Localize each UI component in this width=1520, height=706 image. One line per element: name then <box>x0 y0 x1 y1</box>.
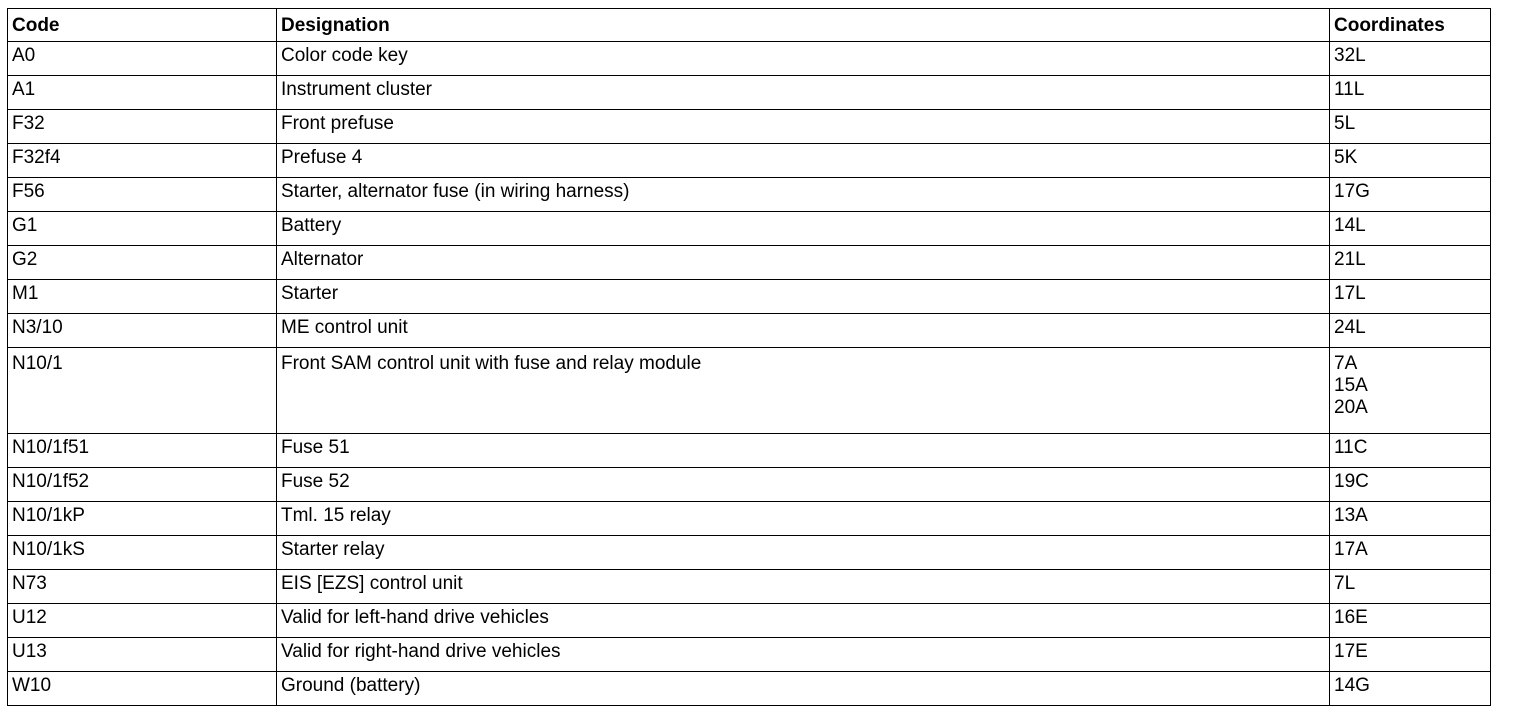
cell-coordinates <box>1330 280 1491 314</box>
header-coordinates: Coordinates <box>1330 9 1491 42</box>
coordinate-value: 32L <box>1334 45 1366 66</box>
cell-code: N10/1kS <box>8 536 277 570</box>
header-code: Code <box>8 9 277 42</box>
cell-coordinates <box>1330 672 1491 706</box>
coordinate-value: 7L <box>1334 573 1356 594</box>
coordinate-value: 19C <box>1334 471 1369 492</box>
coordinate-value: 7A <box>1334 353 1358 374</box>
cell-designation: ME control unit <box>277 314 1330 348</box>
coordinate-value: 5K <box>1334 147 1358 168</box>
cell-code: F32f4 <box>8 144 277 178</box>
component-table <box>7 8 1491 706</box>
cell-designation: Front SAM control unit with fuse and relay module <box>277 348 1330 434</box>
table-body <box>8 42 1491 706</box>
cell-code: N10/1 <box>8 348 277 434</box>
cell-coordinates <box>1330 212 1491 246</box>
cell-designation: Color code key <box>277 42 1330 76</box>
coordinate-value: 15A <box>1334 375 1368 396</box>
header-row <box>8 9 1491 42</box>
cell-code: U12 <box>8 604 277 638</box>
table-row <box>8 570 1491 604</box>
table-row <box>8 604 1491 638</box>
table-row <box>8 468 1491 502</box>
coordinate-value: 14G <box>1334 675 1370 696</box>
table-row <box>8 314 1491 348</box>
cell-code: N10/1f52 <box>8 468 277 502</box>
cell-coordinates <box>1330 468 1491 502</box>
cell-coordinates <box>1330 314 1491 348</box>
cell-coordinates <box>1330 178 1491 212</box>
coordinate-value: 17L <box>1334 283 1366 304</box>
table-row <box>8 110 1491 144</box>
table-row <box>8 434 1491 468</box>
cell-designation: EIS [EZS] control unit <box>277 570 1330 604</box>
coordinate-value: 17G <box>1334 181 1370 202</box>
coordinate-value: 16E <box>1334 607 1368 628</box>
cell-coordinates <box>1330 570 1491 604</box>
cell-coordinates <box>1330 638 1491 672</box>
cell-code: A0 <box>8 42 277 76</box>
cell-coordinates <box>1330 110 1491 144</box>
cell-designation: Fuse 52 <box>277 468 1330 502</box>
table-row <box>8 42 1491 76</box>
cell-designation: Fuse 51 <box>277 434 1330 468</box>
table-row <box>8 144 1491 178</box>
cell-coordinates <box>1330 42 1491 76</box>
coordinate-value: 5L <box>1334 113 1356 134</box>
cell-code: U13 <box>8 638 277 672</box>
cell-coordinates <box>1330 144 1491 178</box>
cell-designation: Prefuse 4 <box>277 144 1330 178</box>
coordinate-value: 17A <box>1334 539 1368 560</box>
table-row <box>8 280 1491 314</box>
cell-designation: Starter <box>277 280 1330 314</box>
cell-designation: Valid for left-hand drive vehicles <box>277 604 1330 638</box>
table-row <box>8 212 1491 246</box>
cell-code: N3/10 <box>8 314 277 348</box>
cell-coordinates <box>1330 536 1491 570</box>
coordinate-value: 11L <box>1334 79 1365 100</box>
table-row <box>8 502 1491 536</box>
cell-coordinates <box>1330 76 1491 110</box>
cell-designation: Ground (battery) <box>277 672 1330 706</box>
cell-coordinates <box>1330 348 1491 434</box>
cell-coordinates <box>1330 434 1491 468</box>
cell-designation: Battery <box>277 212 1330 246</box>
coordinate-value: 21L <box>1334 249 1366 270</box>
cell-code: N73 <box>8 570 277 604</box>
table-row <box>8 348 1491 434</box>
header-designation: Designation <box>277 9 1330 42</box>
cell-code: M1 <box>8 280 277 314</box>
table-row <box>8 178 1491 212</box>
cell-code: G1 <box>8 212 277 246</box>
cell-designation: Starter, alternator fuse (in wiring harness) <box>277 178 1330 212</box>
table-row <box>8 76 1491 110</box>
coordinate-value: 14L <box>1334 215 1366 236</box>
coordinate-value: 20A <box>1334 397 1368 418</box>
cell-designation: Tml. 15 relay <box>277 502 1330 536</box>
coordinate-value: 24L <box>1334 317 1366 338</box>
table-row <box>8 536 1491 570</box>
cell-coordinates <box>1330 604 1491 638</box>
cell-code: W10 <box>8 672 277 706</box>
cell-designation: Alternator <box>277 246 1330 280</box>
cell-coordinates <box>1330 502 1491 536</box>
coordinate-value: 11C <box>1334 437 1368 458</box>
cell-code: A1 <box>8 76 277 110</box>
cell-code: N10/1kP <box>8 502 277 536</box>
cell-code: N10/1f51 <box>8 434 277 468</box>
coordinate-value: 17E <box>1334 641 1368 662</box>
table-row <box>8 246 1491 280</box>
cell-designation: Instrument cluster <box>277 76 1330 110</box>
cell-code: F32 <box>8 110 277 144</box>
cell-designation: Starter relay <box>277 536 1330 570</box>
cell-coordinates <box>1330 246 1491 280</box>
cell-code: F56 <box>8 178 277 212</box>
table-row <box>8 672 1491 706</box>
table-row <box>8 638 1491 672</box>
cell-designation: Front prefuse <box>277 110 1330 144</box>
cell-designation: Valid for right-hand drive vehicles <box>277 638 1330 672</box>
cell-code: G2 <box>8 246 277 280</box>
coordinate-value: 13A <box>1334 505 1368 526</box>
